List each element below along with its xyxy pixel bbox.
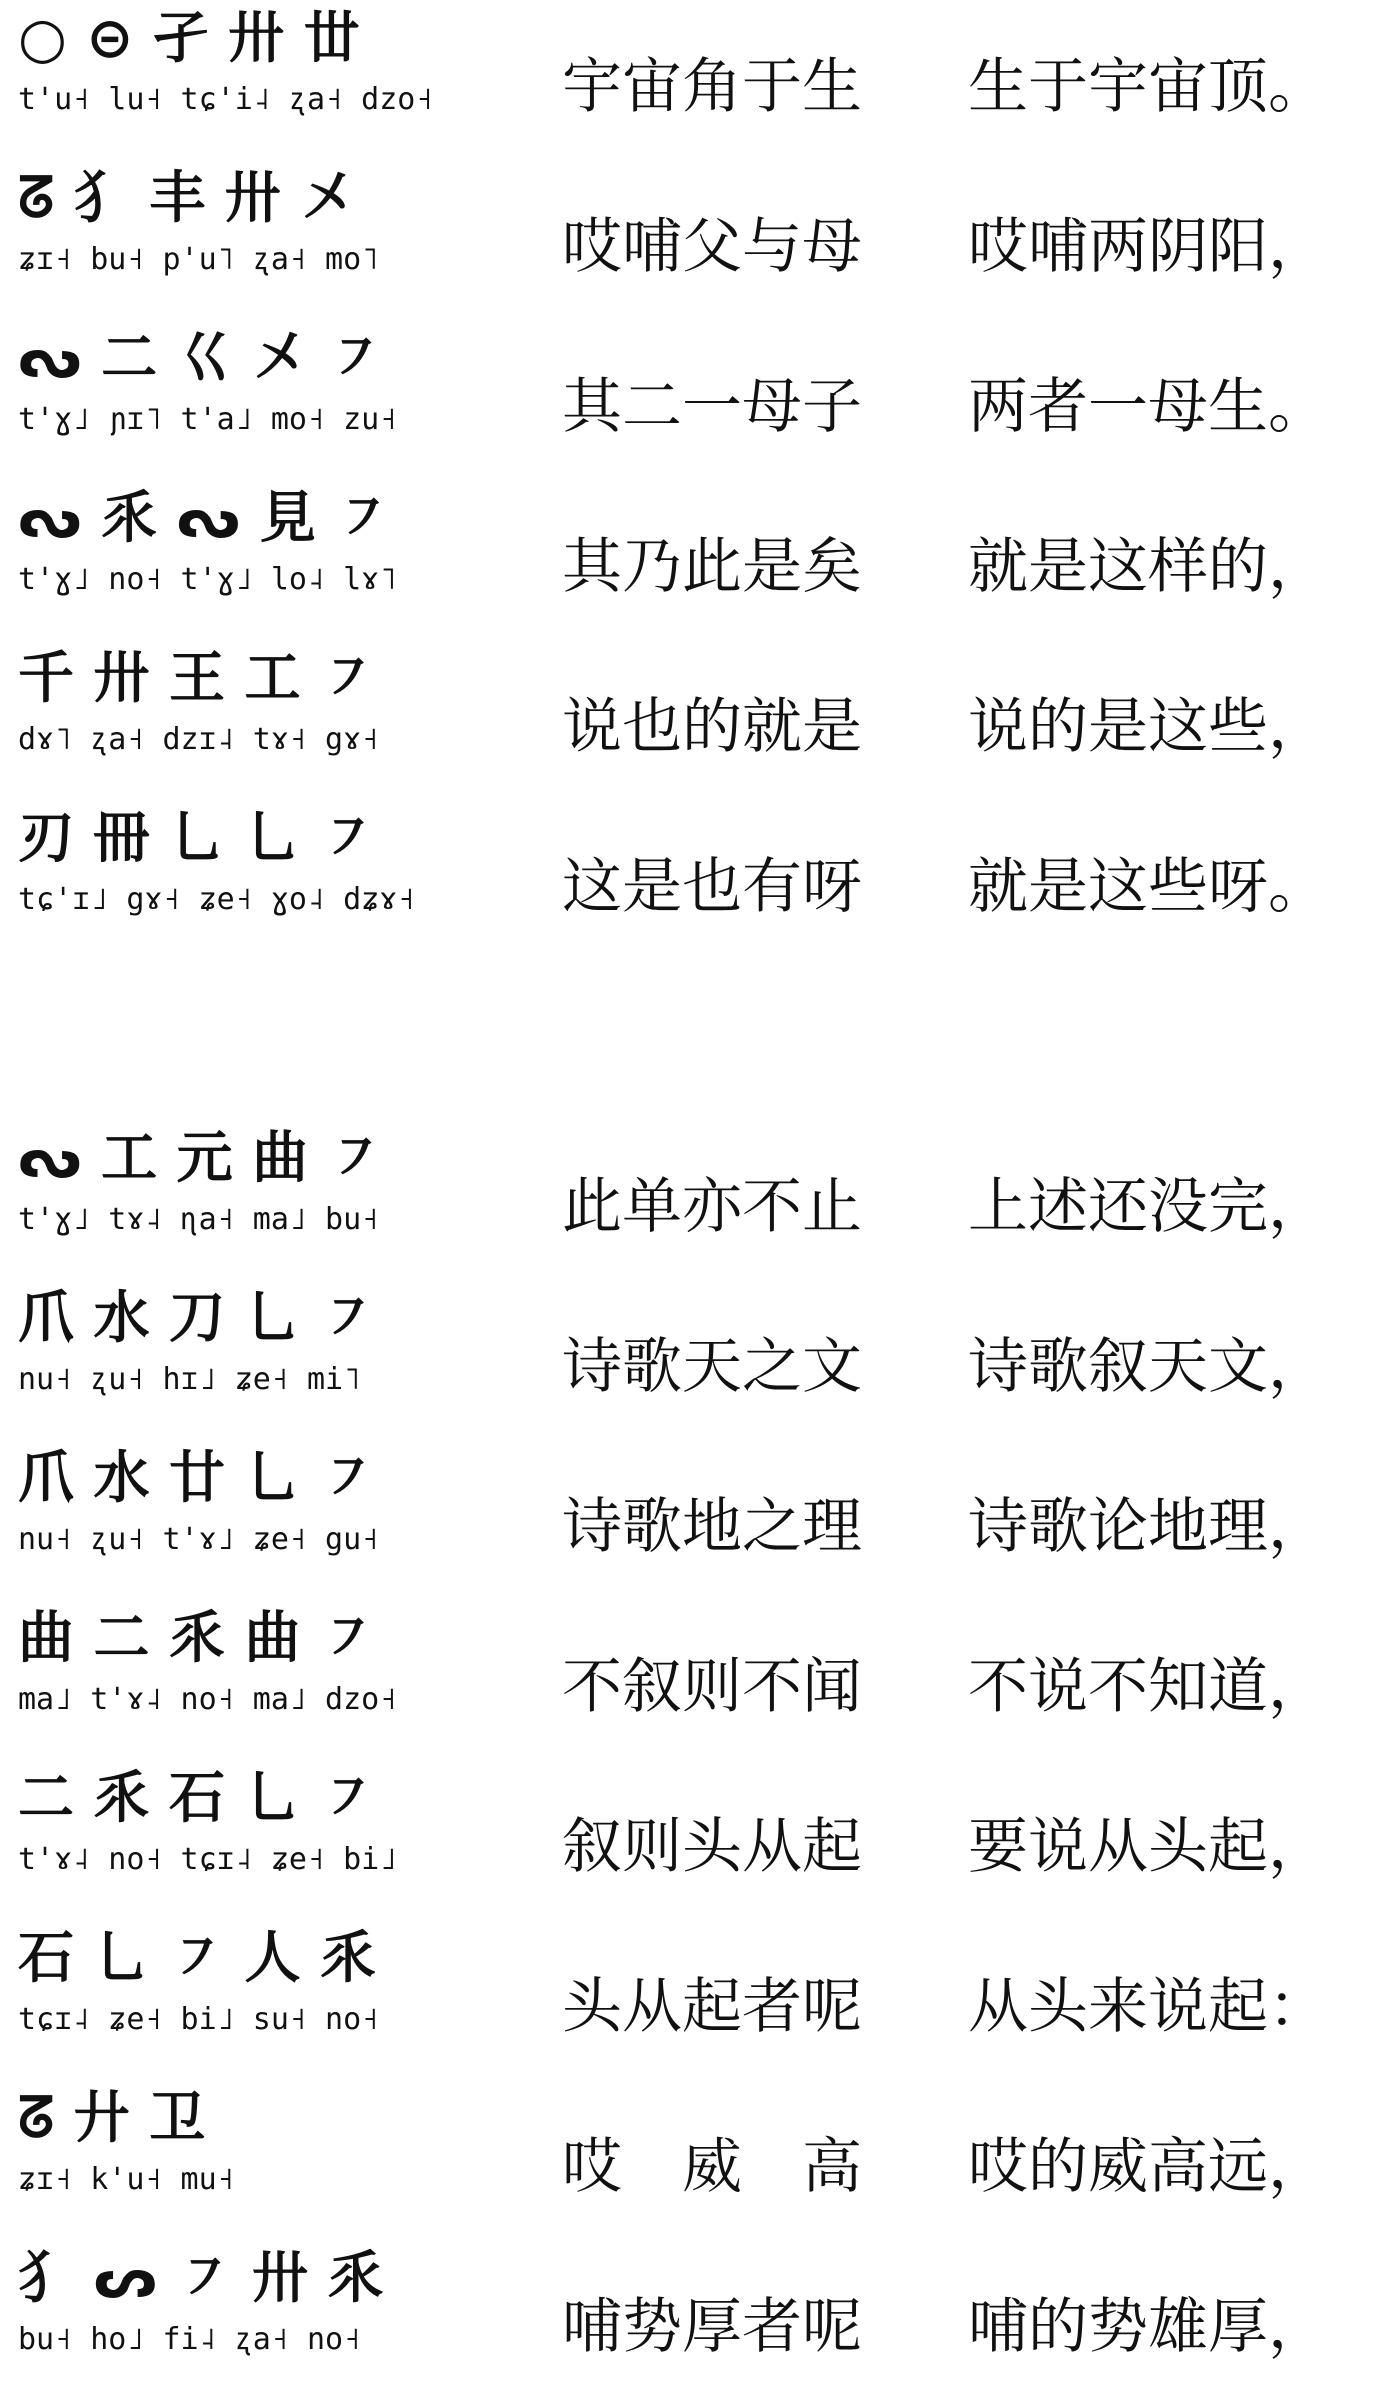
yi-script-column xyxy=(18,488,458,602)
literal-translation: 此单亦不止 xyxy=(562,1172,862,1242)
romanization: tɕɪ˨ ʑe˧ bi˩ su˧ no˧ xyxy=(18,2002,380,2037)
yi-script-column xyxy=(18,1288,458,1402)
free-translation: 不说不知道， xyxy=(968,1652,1328,1722)
literal-translation: 其乃此是矣 xyxy=(562,532,862,602)
romanization: t'ɣ˩ no˧ t'ɣ˩ lo˨ lɤ˥ xyxy=(18,562,398,597)
literal-translation: 其二一母子 xyxy=(562,372,862,442)
literal-translation: 哎 威 高 xyxy=(562,2132,862,2202)
yi-script-column xyxy=(18,1768,458,1882)
free-translation: 上述还没完， xyxy=(968,1172,1328,1242)
romanization: nu˧ ʐu˧ hɪ˩ ʑe˧ mi˥ xyxy=(18,1362,362,1397)
verse-row xyxy=(0,1440,1379,1600)
free-translation: 生于宇宙顶。 xyxy=(968,52,1328,122)
yi-script-column xyxy=(18,1608,458,1722)
verse-row xyxy=(0,1280,1379,1440)
romanization: tɕ'ɪ˩ gɤ˧ ʑe˧ ɣo˨ dʑɤ˧ xyxy=(18,882,416,917)
yi-script-glyphs: ᔓ 乑 ᔓ 見 ㇇ xyxy=(18,486,392,551)
romanization: t'u˧ lu˧ tɕ'i˨ ʐa˧ dzo˧ xyxy=(18,82,434,117)
romanization: bu˧ ho˩ fi˨ ʐa˧ no˧ xyxy=(18,2322,362,2357)
romanization: t'ɣ˩ ɲɪ˥ t'a˩ mo˧ zu˧ xyxy=(18,402,398,437)
yi-script-column xyxy=(18,808,458,922)
literal-translation: 哎哺父与母 xyxy=(562,212,862,282)
romanization: ma˩ t'ɤ˨ no˧ ma˩ dzo˧ xyxy=(18,1682,398,1717)
verse-row xyxy=(0,1600,1379,1760)
free-translation: 哺的势雄厚， xyxy=(968,2292,1328,2362)
free-translation: 诗歌论地理， xyxy=(968,1492,1328,1562)
romanization: nu˧ ʐu˧ t'ɤ˩ ʑe˧ gu˧ xyxy=(18,1522,380,1557)
free-translation: 就是这些呀。 xyxy=(968,852,1328,922)
verse-row xyxy=(0,320,1379,480)
yi-script-column xyxy=(18,648,458,762)
yi-script-column xyxy=(18,2088,458,2202)
yi-script-column xyxy=(18,1928,458,2042)
free-translation: 哎哺两阴阳， xyxy=(968,212,1328,282)
free-translation: 就是这样的， xyxy=(968,532,1328,602)
literal-translation: 说也的就是 xyxy=(562,692,862,762)
romanization: t'ɤ˨ no˧ tɕɪ˨ ʑe˧ bi˩ xyxy=(18,1842,398,1877)
verse-row xyxy=(0,160,1379,320)
yi-script-glyphs: 二 乑 石 乚 ㇇ xyxy=(18,1766,376,1831)
yi-script-column xyxy=(18,328,458,442)
literal-translation: 不叙则不闻 xyxy=(562,1652,862,1722)
yi-script-glyphs: 曲 二 乑 曲 ㇇ xyxy=(18,1606,376,1671)
verse-row xyxy=(0,1920,1379,2080)
verse-row xyxy=(0,0,1379,160)
verse-row xyxy=(0,1760,1379,1920)
free-translation: 两者一母生。 xyxy=(968,372,1328,442)
yi-script-glyphs: 刃 冊 乚 乚 ㇇ xyxy=(18,806,376,871)
passage-section-2 xyxy=(0,1120,1379,2400)
literal-translation: 哺势厚者呢 xyxy=(562,2292,862,2362)
literal-translation: 头从起者呢 xyxy=(562,1972,862,2042)
free-translation: 从头来说起： xyxy=(968,1972,1328,2042)
literal-translation: 叙则头从起 xyxy=(562,1812,862,1882)
romanization: ʑɪ˧ bu˧ p'u˥ ʐa˧ mo˥ xyxy=(18,242,380,277)
yi-script-glyphs: 犭 ᔕ ㇇ 卅 乑 xyxy=(18,2246,384,2311)
free-translation: 诗歌叙天文， xyxy=(968,1332,1328,1402)
yi-script-glyphs: ○ ⊝ 孑 卅 丗 xyxy=(18,6,360,71)
verse-row xyxy=(0,2240,1379,2400)
yi-script-column xyxy=(18,1128,458,1242)
romanization: ʑɪ˧ k'u˧ mu˧ xyxy=(18,2162,235,2197)
verse-row xyxy=(0,480,1379,640)
yi-script-column xyxy=(18,168,458,282)
free-translation: 哎的威高远， xyxy=(968,2132,1328,2202)
passage-section-1 xyxy=(0,0,1379,960)
romanization: t'ɣ˩ tɤ˨ ɳa˧ ma˩ bu˧ xyxy=(18,1202,380,1237)
yi-script-glyphs: ᘔ 犭 丰 卅 㐅 xyxy=(18,166,357,231)
romanization: dɤ˥ ʐa˧ dzɪ˨ tɤ˧ gɤ˧ xyxy=(18,722,380,757)
yi-script-glyphs: ᔓ 二 巜 㐅 ㇇ xyxy=(18,326,384,391)
literal-translation: 诗歌天之文 xyxy=(562,1332,862,1402)
verse-row xyxy=(0,2080,1379,2240)
verse-row xyxy=(0,1120,1379,1280)
yi-script-column xyxy=(18,2248,458,2362)
yi-script-glyphs: 爪 水 刀 乚 ㇇ xyxy=(18,1286,376,1351)
yi-script-glyphs: 石 乚 ㇇ 人 乑 xyxy=(18,1926,376,1991)
free-translation: 说的是这些， xyxy=(968,692,1328,762)
verse-row xyxy=(0,800,1379,960)
literal-translation: 这是也有呀 xyxy=(562,852,862,922)
literal-translation: 诗歌地之理 xyxy=(562,1492,862,1562)
literal-translation: 宇宙角于生 xyxy=(562,52,862,122)
verse-row xyxy=(0,640,1379,800)
yi-script-glyphs: 千 卅 王 工 ㇇ xyxy=(18,646,376,711)
yi-script-column xyxy=(18,8,458,122)
yi-script-glyphs: 爪 水 廿 乚 ㇇ xyxy=(18,1446,376,1511)
yi-script-glyphs: ᘔ 廾 卫 xyxy=(18,2086,206,2151)
yi-script-glyphs: ᔓ 工 元 曲 ㇇ xyxy=(18,1126,384,1191)
free-translation: 要说从头起， xyxy=(968,1812,1328,1882)
yi-script-column xyxy=(18,1448,458,1562)
